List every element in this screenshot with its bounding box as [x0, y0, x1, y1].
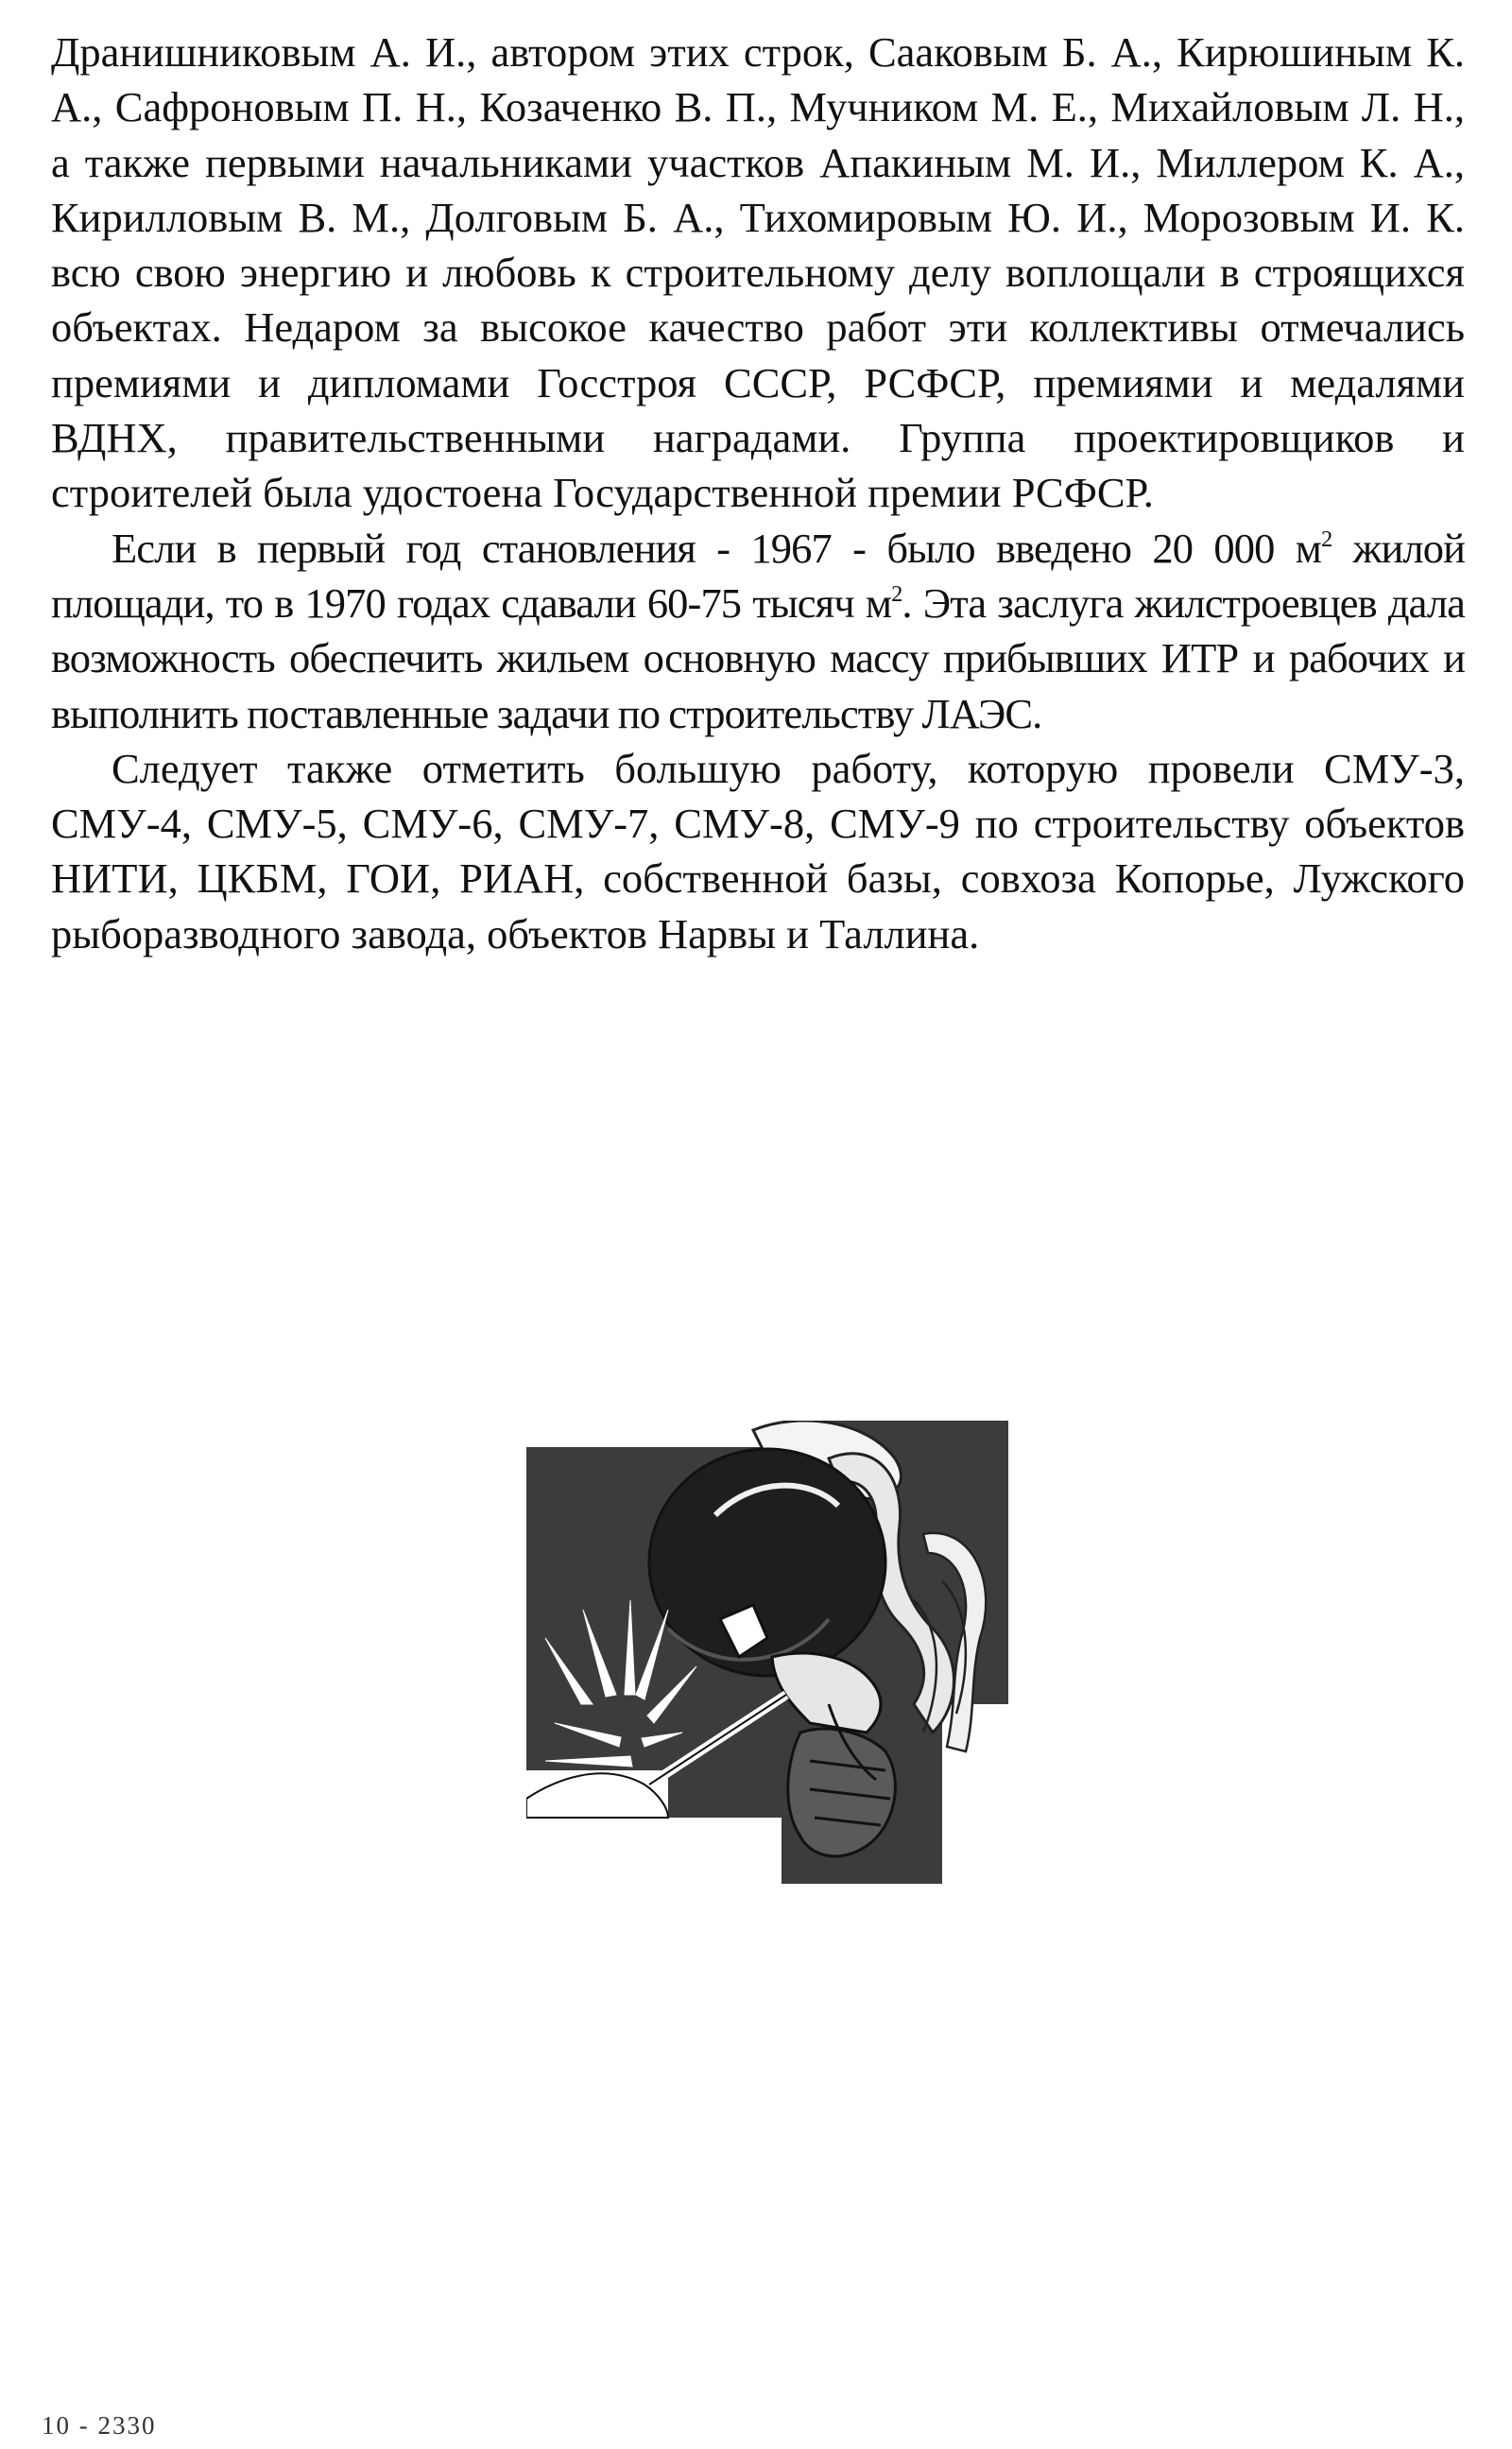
paragraph-smu: Следует также отметить большую работу, которую провели СМУ-3, СМУ-4, СМУ-5, СМУ-6, СМУ-7, СМУ-8, СМУ-9 по строительству объектов НИТИ, ЦКБМ, ГОИ, РИАН, собственной базы, совхоза Копорье, Лужского рыборазводного завода, объектов Нарвы и Таллина.: [51, 744, 1465, 957]
welder-icon: [526, 1421, 1008, 1884]
housing-text-part3: . Эта заслуга жилстроевцев дала возможность обеспечить жильем основную массу прибывших ИТР и рабочих и выполнить поставленные задачи по строительству ЛАЭС.: [51, 578, 1465, 737]
square-meter-superscript: 2: [1321, 526, 1332, 552]
housing-text-part1: Если в первый год становления - 1967 - было введено 20 000 м: [112, 524, 1322, 572]
document-page: [51, 25, 1465, 961]
paragraph-awards: Дранишниковым А. И., автором этих строк, Сааковым Б. А., Кирюшиным К. А., Сафроновым П. Н., Козаченко В. П., Мучником М. Е., Михайловым Л. Н., а также первыми начальниками участков Апакиным М. И., Миллером К. А., Кирилловым В. М., Долговым Б. А., Тихомировым Ю. И., Морозовым И. К. всю свою энергию и любовь к строительному делу воплощали в строящихся объектах. Недаром за высокое качество работ эти коллективы отмечались премиями и дипломами Госстроя СССР, РСФСР, премиями и медалями ВДНХ, правительственными наградами. Группа проектировщиков и строителей была удостоена Государственной премии РСФСР.: [51, 28, 1465, 517]
printer-signature: 10 - 2330: [42, 2411, 157, 2440]
square-meter-superscript: 2: [891, 580, 902, 607]
housing-text-part2: жилой площади, то в 1970 годах сдавали 60-75 тысяч м: [51, 524, 1465, 627]
paragraph-housing: [51, 521, 1465, 741]
